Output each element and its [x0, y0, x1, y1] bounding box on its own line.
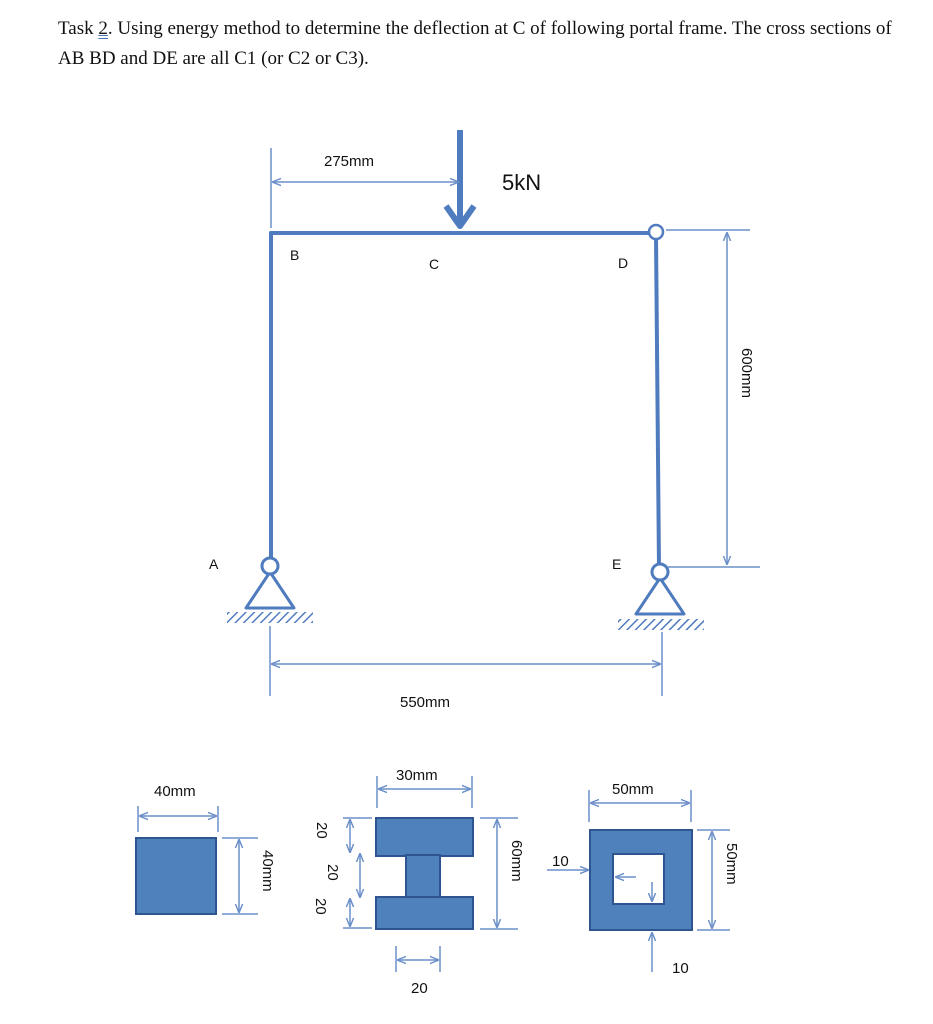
section-c3-wall-left: 10: [552, 853, 569, 870]
section-c2-height: 60mm: [508, 840, 525, 882]
frame-members: [271, 233, 659, 568]
section-c2-shape: [376, 818, 473, 929]
task-prefix: Task: [58, 18, 94, 39]
section-c3-wall-bottom: 10: [672, 960, 689, 977]
dim-de-label: 600mm: [738, 348, 755, 399]
task-text: . Using energy method to determine the deflection at C of following portal frame. The cross sections of AB BD and DE are all C1 (or C2 or C3).: [58, 18, 892, 69]
dim-ae: [270, 626, 662, 696]
section-c3: [547, 781, 740, 977]
section-c2: [312, 767, 525, 997]
section-c1-shape: [136, 838, 216, 914]
node-label-a: A: [209, 556, 219, 572]
section-c2-web: 20: [324, 864, 341, 881]
section-c2-flange-bottom: 20: [312, 898, 329, 915]
section-c1-height: 40mm: [259, 850, 276, 892]
section-c2-flange-top: 20: [313, 822, 330, 839]
node-label-e: E: [612, 556, 622, 572]
member-de: [656, 236, 659, 568]
dim-ae-label: 550mm: [400, 694, 451, 711]
section-c3-height: 50mm: [723, 843, 740, 885]
section-c3-width: 50mm: [612, 781, 654, 798]
dim-de: [666, 230, 760, 567]
section-c1-width: 40mm: [154, 783, 196, 800]
section-c1: [136, 783, 276, 914]
load-label: 5kN: [502, 170, 542, 195]
section-c2-width: 30mm: [396, 767, 438, 784]
node-label-c: C: [429, 256, 440, 272]
node-label-d: D: [618, 255, 629, 271]
section-c2-web-width: 20: [411, 980, 428, 997]
ground-hatch-a: [227, 612, 313, 623]
support-e: [618, 564, 704, 630]
task-number: 2: [98, 18, 108, 39]
support-a: [227, 558, 313, 623]
ground-hatch-e: [618, 619, 704, 630]
node-label-b: B: [290, 247, 300, 263]
dim-bc-label: 275mm: [324, 153, 375, 170]
section-c3-shape: [590, 830, 692, 930]
load-arrow: [446, 130, 474, 226]
pin-d: [649, 225, 663, 239]
